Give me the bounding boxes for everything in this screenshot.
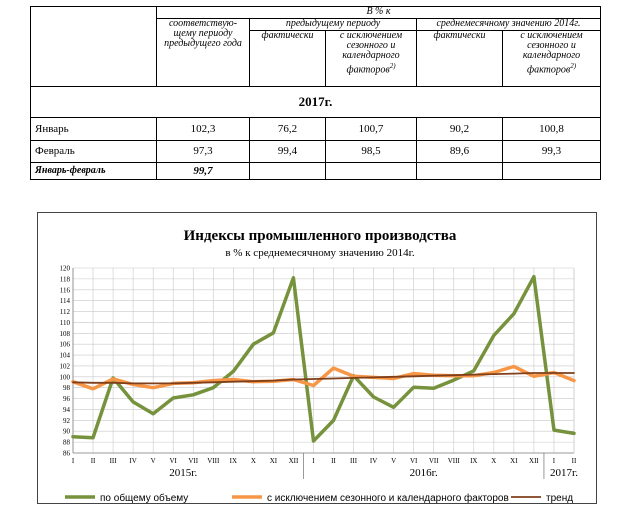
y-tick-label: 118 bbox=[59, 275, 70, 284]
header-prev-period: предыдущему периоду bbox=[250, 19, 417, 30]
year-label: 2016г. bbox=[409, 467, 438, 479]
x-tick-label: XII bbox=[529, 457, 539, 465]
chart-title: Индексы промышленного производства bbox=[183, 228, 457, 244]
header-avg-actual: фактически bbox=[417, 30, 503, 86]
cell bbox=[503, 163, 601, 180]
x-tick-label: III bbox=[109, 457, 117, 465]
y-tick-label: 106 bbox=[59, 340, 70, 349]
x-tick-label: X bbox=[491, 457, 497, 465]
y-tick-label: 120 bbox=[59, 264, 70, 273]
legend-label-trend: тренд bbox=[546, 493, 574, 504]
y-tick-label: 90 bbox=[63, 427, 70, 436]
cell: 99,3 bbox=[503, 140, 601, 163]
header-group: В % к bbox=[157, 7, 601, 19]
x-tick-label: II bbox=[331, 457, 336, 465]
cell: 76,2 bbox=[250, 117, 326, 140]
chart-subtitle: в % к среднемесячному значению 2014г. bbox=[225, 247, 415, 259]
grid bbox=[73, 268, 574, 453]
header-same-period: соответствую-щему периоду предыдущего года bbox=[157, 19, 250, 86]
row-label-jan-feb: Январь-февраль bbox=[31, 163, 157, 180]
row-label-january: Январь bbox=[31, 117, 157, 140]
header-avg-2014: среднемесячному значению 2014г. bbox=[417, 19, 601, 30]
y-tick-label: 114 bbox=[59, 297, 70, 306]
y-tick-label: 98 bbox=[63, 384, 70, 393]
y-tick-label: 104 bbox=[59, 351, 70, 360]
legend-label-total: по общему объему bbox=[100, 493, 189, 504]
x-tick-label: I bbox=[552, 457, 556, 465]
x-tick-label: IV bbox=[129, 457, 137, 465]
y-tick-label: 102 bbox=[59, 362, 70, 371]
series bbox=[73, 277, 574, 441]
series-line-adjusted bbox=[73, 367, 574, 389]
industrial-index-table bbox=[30, 6, 601, 180]
legend-label-adjusted: с исключением сезонного и календарного факторов bbox=[267, 493, 509, 504]
cell: 100,8 bbox=[503, 117, 601, 140]
header-prev-actual: фактически bbox=[250, 30, 326, 86]
cell: 89,6 bbox=[417, 140, 503, 163]
x-tick-label: VII bbox=[188, 457, 199, 465]
x-tick-label: V bbox=[150, 457, 156, 465]
line-chart bbox=[38, 213, 598, 505]
x-tick-label: VIII bbox=[447, 457, 460, 465]
corner-cell bbox=[31, 7, 157, 87]
chart-frame bbox=[37, 212, 597, 504]
x-tick-label: I bbox=[312, 457, 315, 465]
header-prev-adjusted-text: с исключением сезонного и календарного факторов bbox=[339, 29, 403, 76]
year-label: 2017г. bbox=[549, 467, 578, 479]
x-tick-label: XII bbox=[288, 457, 299, 465]
year-row: 2017г. bbox=[31, 86, 601, 117]
cell: 97,3 bbox=[157, 140, 250, 163]
cell: 98,5 bbox=[326, 140, 417, 163]
footnote-mark: 2) bbox=[570, 61, 577, 70]
cell: 90,2 bbox=[417, 117, 503, 140]
x-tick-label: IX bbox=[470, 457, 478, 465]
cell bbox=[326, 163, 417, 180]
series-line-total bbox=[73, 277, 574, 441]
cell bbox=[250, 163, 326, 180]
footnote-mark: 2) bbox=[389, 61, 396, 70]
x-tick-label: V bbox=[391, 457, 397, 465]
x-tick-label: IV bbox=[369, 457, 378, 465]
y-tick-label: 96 bbox=[63, 395, 70, 404]
header-prev-adjusted bbox=[326, 30, 417, 86]
x-tick-label: II bbox=[90, 457, 96, 465]
cell: 100,7 bbox=[326, 117, 417, 140]
x-tick-label: I bbox=[71, 457, 75, 465]
x-tick-label: VI bbox=[409, 457, 418, 465]
x-tick-label: X bbox=[250, 457, 256, 465]
y-tick-label: 92 bbox=[63, 416, 70, 425]
cell: 99,4 bbox=[250, 140, 326, 163]
cell bbox=[417, 163, 503, 180]
cell: 102,3 bbox=[157, 117, 250, 140]
y-tick-label: 108 bbox=[59, 329, 70, 338]
y-tick-label: 88 bbox=[63, 438, 70, 447]
x-tick-label: VI bbox=[169, 457, 177, 465]
y-tick-label: 110 bbox=[59, 318, 70, 327]
x-tick-label: XI bbox=[269, 457, 278, 465]
legend bbox=[65, 492, 573, 504]
header-avg-adjusted bbox=[503, 30, 601, 86]
row-label-february: Февраль bbox=[31, 140, 157, 163]
x-tick-label: VIII bbox=[207, 457, 220, 465]
y-tick-label: 100 bbox=[59, 373, 70, 382]
x-tick-label: IX bbox=[229, 457, 238, 465]
x-tick-label: II bbox=[571, 457, 577, 465]
y-tick-label: 112 bbox=[59, 308, 70, 317]
y-tick-label: 94 bbox=[63, 405, 70, 414]
cell: 99,7 bbox=[157, 163, 250, 180]
y-tick-label: 86 bbox=[63, 449, 70, 458]
x-tick-label: VII bbox=[428, 457, 439, 465]
x-tick-label: III bbox=[350, 457, 358, 465]
y-tick-label: 116 bbox=[59, 286, 70, 295]
year-label: 2015г. bbox=[169, 467, 198, 479]
x-tick-label: XI bbox=[510, 457, 518, 465]
header-avg-adjusted-text: с исключением сезонного и календарного факторов bbox=[520, 29, 583, 76]
